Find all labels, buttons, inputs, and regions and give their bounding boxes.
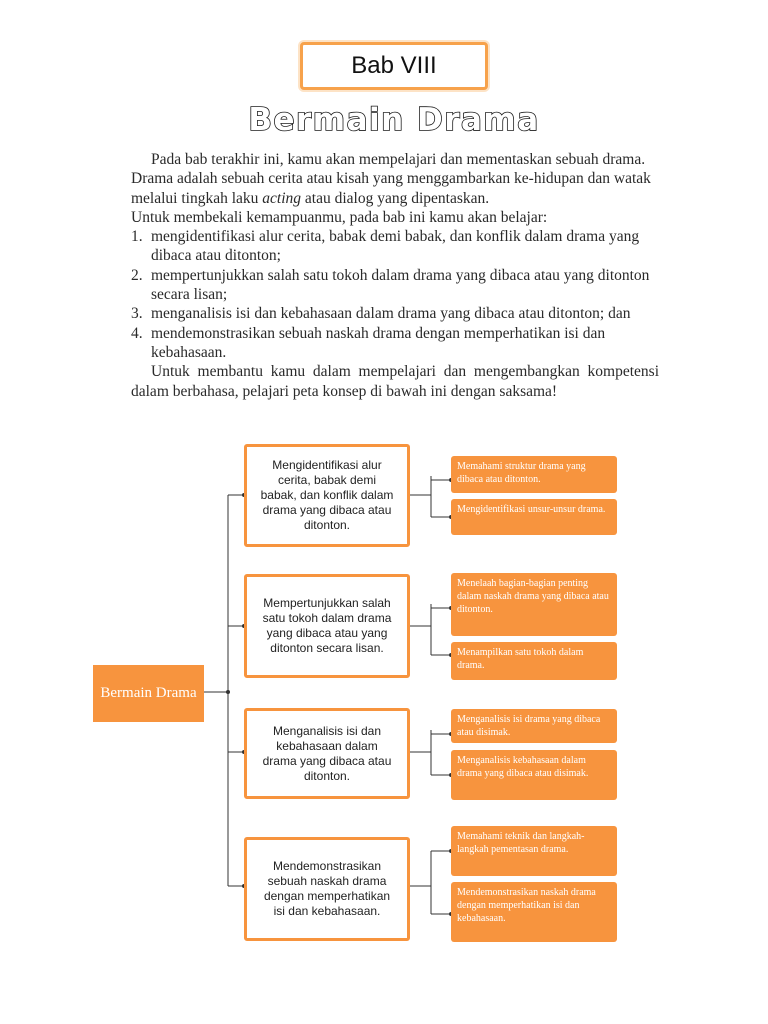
concept-leaf-3a: Menganalisis isi drama yang dibaca atau disimak. (451, 709, 617, 743)
page-title: Bermain Drama (248, 102, 540, 138)
concept-branch-1: Mengidentifikasi alur cerita, babak demi babak, dan konflik dalam drama yang dibaca atau ditonton. (244, 444, 410, 547)
list-number: 1. (131, 228, 143, 246)
list-number: 4. (131, 324, 143, 342)
concept-leaf-1b: Mengidentifikasi unsur-unsur drama. (451, 499, 617, 535)
concept-map-root: Bermain Drama (93, 665, 204, 722)
list-text: mempertunjukkan salah satu tokoh dalam drama yang dibaca atau yang ditonton secara lisan; (151, 266, 650, 304)
intro-p1-text: Pada bab terakhir ini, kamu akan mempelajari dan mementaskan sebuah drama. Drama adalah sebuah cerita atau kisah yang menggambarkan ke-hidupan dan watak melalui tingkah laku (131, 151, 651, 207)
list-number: 2. (131, 266, 143, 284)
chapter-label: Bab VIII (351, 52, 437, 79)
concept-leaf-2a: Menelaah bagian-bagian penting dalam naskah drama yang dibaca atau ditonton. (451, 573, 617, 636)
list-text: mengidentifikasi alur cerita, babak demi babak, dan konflik dalam drama yang dibaca atau ditonton; (151, 228, 640, 265)
list-text: mendemonstrasikan sebuah naskah drama dengan memperhatikan isi dan kebahasaan. (151, 324, 606, 361)
intro-p1-end: atau dialog yang dipentaskan. (301, 189, 490, 207)
list-number: 3. (131, 305, 143, 323)
concept-leaf-3b: Menganalisis kebahasaan dalam drama yang dibaca atau disimak. (451, 750, 617, 800)
concept-branch-4: Mendemonstrasikan sebuah naskah drama dengan memperhatikan isi dan kebahasaan. (244, 837, 410, 941)
concept-branch-3: Menganalisis isi dan kebahasaan dalam drama yang dibaca atau ditonton. (244, 708, 410, 799)
list-text: menganalisis isi dan kebahasaan dalam drama yang dibaca atau ditonton; dan (151, 305, 631, 323)
concept-leaf-4b: Mendemonstrasikan naskah drama dengan memperhatikan isi dan kebahasaan. (451, 882, 617, 942)
concept-leaf-2b: Menampilkan satu tokoh dalam drama. (451, 642, 617, 680)
concept-leaf-1a: Memahami struktur drama yang dibaca atau ditonton. (451, 456, 617, 493)
concept-branch-2: Mempertunjukkan salah satu tokoh dalam drama yang dibaca atau yang ditonton secara lisan. (244, 574, 410, 678)
intro-paragraph-3: Untuk membantu kamu dalam mempelajari dan mengembangkan kompetensi dalam berbahasa, pelajari peta konsep di bawah ini dengan saksama! (131, 363, 659, 400)
intro-paragraph-2: Untuk membekali kemampuanmu, pada bab ini kamu akan belajar: (131, 208, 548, 226)
intro-p1-italic: acting (262, 189, 302, 207)
concept-leaf-4a: Memahami teknik dan langkah-langkah pementasan drama. (451, 826, 617, 876)
